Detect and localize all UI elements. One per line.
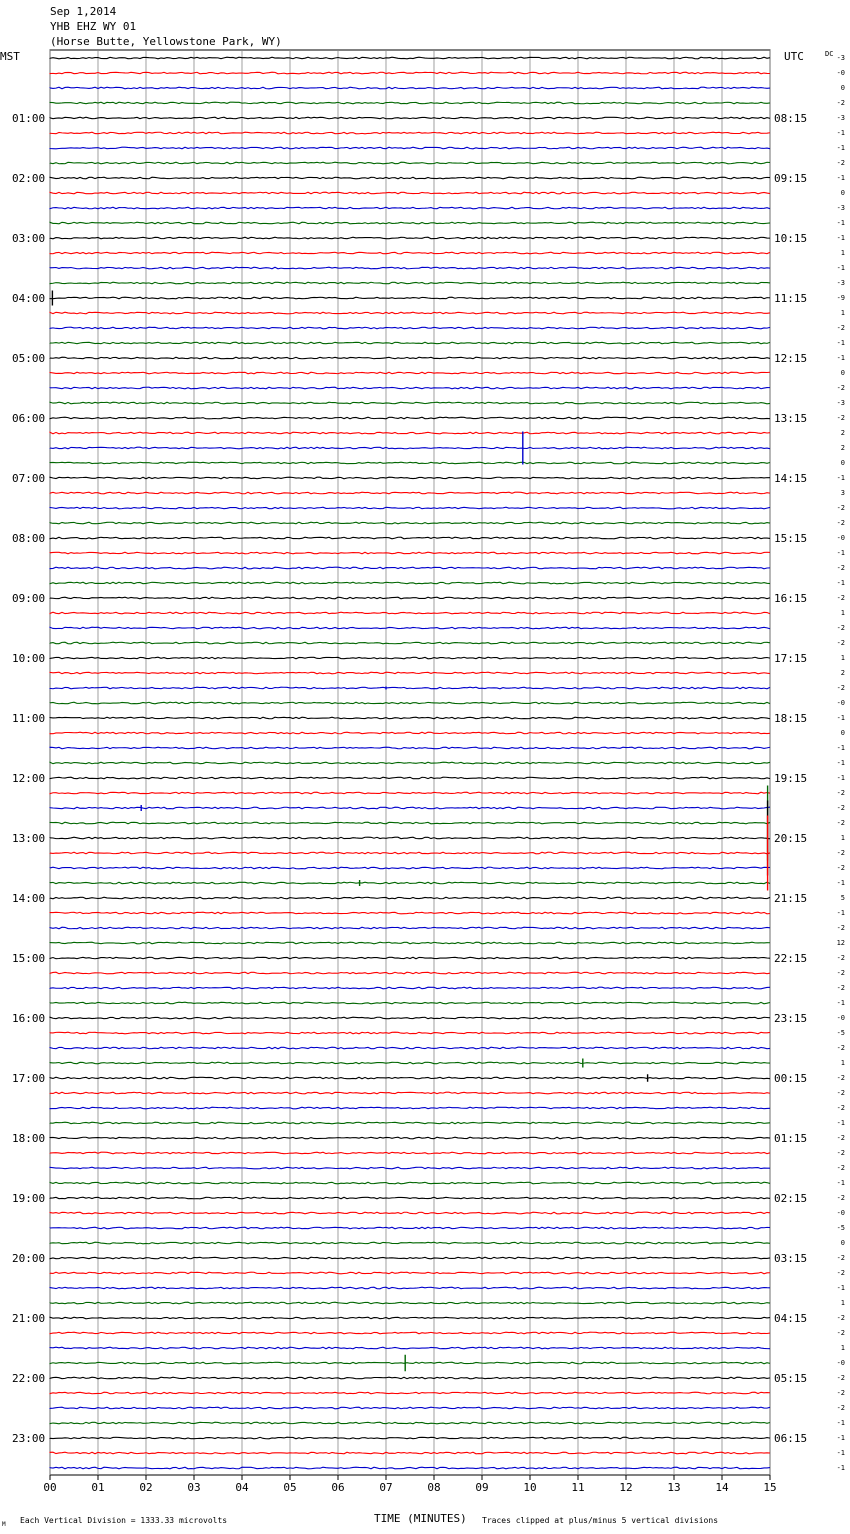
dc-offset-label: 1 <box>840 609 845 617</box>
trace-line <box>50 492 770 494</box>
trace-line <box>50 207 770 209</box>
dc-offset-label: -2 <box>836 789 845 797</box>
dc-offset-label: -0 <box>836 1209 845 1217</box>
trace-line <box>50 957 770 959</box>
trace-line <box>50 582 770 584</box>
trace-line <box>50 462 770 464</box>
dc-offset-label: -1 <box>836 879 845 887</box>
utc-hour-label: 13:15 <box>774 412 808 425</box>
dc-offset-label: -0 <box>836 534 845 542</box>
dc-offset-label: -1 <box>836 579 845 587</box>
trace-line <box>50 282 770 284</box>
dc-offset-label: -1 <box>836 234 845 242</box>
trace-line <box>50 357 770 359</box>
x-tick-label: 04 <box>235 1481 249 1494</box>
dc-offset-label: 2 <box>840 429 845 437</box>
mst-hour-label: 01:00 <box>12 112 46 125</box>
x-tick-label: 12 <box>619 1481 633 1494</box>
trace-line <box>50 57 770 59</box>
trace-line <box>50 1062 770 1064</box>
dc-offset-label: -2 <box>836 594 845 602</box>
dc-offset-label: -2 <box>836 924 845 932</box>
mst-hour-label: 22:00 <box>12 1372 46 1385</box>
dc-offset-label: -2 <box>836 1254 845 1262</box>
dc-offset-label: -1 <box>836 1284 845 1292</box>
trace-line <box>50 192 770 194</box>
scale-note: Each Vertical Division = 1333.33 microvolts <box>20 1516 228 1525</box>
utc-hour-label: 19:15 <box>774 772 808 785</box>
dc-offset-label: -2 <box>836 864 845 872</box>
trace-line <box>50 882 770 884</box>
dc-offset-label: 12 <box>836 939 845 947</box>
dc-offset-label: -2 <box>836 624 845 632</box>
trace-line <box>50 687 770 689</box>
mst-hour-label: 16:00 <box>12 1012 46 1025</box>
dc-offset-label: -0 <box>836 699 845 707</box>
dc-offset-label: -1 <box>836 339 845 347</box>
utc-hour-label: 12:15 <box>774 352 808 365</box>
header-date: Sep 1,2014 <box>50 5 117 18</box>
dc-offset-label: -1 <box>836 1119 845 1127</box>
x-axis-label: TIME (MINUTES) <box>374 1512 467 1525</box>
dc-offset-label: 1 <box>840 1344 845 1352</box>
dc-offset-label: -2 <box>836 564 845 572</box>
trace-line <box>50 927 770 929</box>
trace-line <box>50 702 770 704</box>
trace-line <box>50 1317 770 1319</box>
dc-offset-label: -5 <box>836 1224 845 1232</box>
dc-offset-label: 1 <box>840 1059 845 1067</box>
trace-line <box>50 762 770 764</box>
dc-offset-label: -2 <box>836 519 845 527</box>
mst-hour-label: 10:00 <box>12 652 46 665</box>
trace-line <box>50 852 770 854</box>
trace-line <box>50 447 770 449</box>
dc-offset-label: -1 <box>836 1179 845 1187</box>
utc-hour-label: 16:15 <box>774 592 808 605</box>
mst-hour-label: 15:00 <box>12 952 46 965</box>
trace-line <box>50 717 770 719</box>
dc-offset-label: -2 <box>836 1314 845 1322</box>
dc-offset-label: -1 <box>836 264 845 272</box>
utc-hour-label: 08:15 <box>774 112 808 125</box>
mst-hour-label: 21:00 <box>12 1312 46 1325</box>
trace-line <box>50 1347 770 1349</box>
trace-line <box>50 597 770 599</box>
trace-line <box>50 732 770 734</box>
trace-line <box>50 1422 770 1424</box>
dc-offset-label: -2 <box>836 819 845 827</box>
dc-offset-label: -2 <box>836 1404 845 1412</box>
dc-offset-label: 1 <box>840 654 845 662</box>
trace-line <box>50 822 770 824</box>
axis-labels <box>12 54 845 1494</box>
dc-offset-label: -2 <box>836 1044 845 1052</box>
trace-line <box>50 552 770 554</box>
utc-hour-label: 20:15 <box>774 832 808 845</box>
dc-offset-label: 0 <box>840 459 845 467</box>
mst-hour-label: 03:00 <box>12 232 46 245</box>
dc-offset-label: -2 <box>836 99 845 107</box>
trace-line <box>50 432 770 434</box>
trace-line <box>50 1197 770 1199</box>
x-tick-label: 11 <box>571 1481 585 1494</box>
utc-hour-label: 02:15 <box>774 1192 808 1205</box>
dc-offset-label: -2 <box>836 324 845 332</box>
clip-note: Traces clipped at plus/minus 5 vertical divisions <box>482 1516 719 1525</box>
mst-hour-label: 20:00 <box>12 1252 46 1265</box>
trace-line <box>50 312 770 314</box>
utc-hour-label: 11:15 <box>774 292 808 305</box>
utc-hour-label: 05:15 <box>774 1372 808 1385</box>
grid <box>50 50 770 1480</box>
dc-offset-label: -1 <box>836 219 845 227</box>
dc-offset-label: -2 <box>836 984 845 992</box>
trace-line <box>50 1377 770 1379</box>
dc-offset-label: -2 <box>836 1389 845 1397</box>
trace-line <box>50 237 770 239</box>
trace-line <box>50 252 770 254</box>
utc-hour-label: 01:15 <box>774 1132 808 1145</box>
trace-line <box>50 792 770 794</box>
dc-offset-label: -1 <box>836 174 845 182</box>
utc-hour-label: 15:15 <box>774 532 808 545</box>
dc-offset-label: -1 <box>836 474 845 482</box>
x-tick-label: 09 <box>475 1481 489 1494</box>
trace-line <box>50 417 770 419</box>
trace-line <box>50 162 770 164</box>
dc-offset-label: -2 <box>836 1164 845 1172</box>
trace-line <box>50 1437 770 1439</box>
mst-hour-label: 08:00 <box>12 532 46 545</box>
dc-offset-label: -2 <box>836 849 845 857</box>
x-tick-label: 08 <box>427 1481 441 1494</box>
dc-offset-label: -1 <box>836 129 845 137</box>
utc-hour-label: 17:15 <box>774 652 808 665</box>
trace-line <box>50 942 770 944</box>
trace-line <box>50 297 770 299</box>
mst-hour-label: 23:00 <box>12 1432 46 1445</box>
utc-hour-label: 06:15 <box>774 1432 808 1445</box>
utc-axis-label: UTC <box>784 50 804 63</box>
dc-offset-label: -1 <box>836 354 845 362</box>
dc-offset-label: -2 <box>836 1194 845 1202</box>
trace-line <box>50 1257 770 1259</box>
trace-line <box>50 987 770 989</box>
trace-line <box>50 1212 770 1214</box>
x-tick-label: 10 <box>523 1481 537 1494</box>
x-tick-label: 02 <box>139 1481 153 1494</box>
dc-offset-label: -9 <box>836 294 845 302</box>
trace-line <box>50 777 770 779</box>
dc-offset-label: -0 <box>836 1359 845 1367</box>
trace-line <box>50 327 770 329</box>
trace-line <box>50 897 770 899</box>
trace-line <box>50 1302 770 1304</box>
dc-offset-label: -2 <box>836 414 845 422</box>
trace-line <box>50 522 770 524</box>
trace-line <box>50 402 770 404</box>
dc-offset-label: -2 <box>836 384 845 392</box>
trace-line <box>50 612 770 614</box>
dc-offset-label: -1 <box>836 999 845 1007</box>
dc-offset-label: -1 <box>836 1419 845 1427</box>
trace-line <box>50 87 770 89</box>
dc-offset-label: 1 <box>840 1299 845 1307</box>
trace-line <box>50 1287 770 1289</box>
trace-line <box>50 372 770 374</box>
dc-offset-label: -2 <box>836 954 845 962</box>
dc-offset-label: -3 <box>836 279 845 287</box>
trace-line <box>50 1077 770 1079</box>
dc-offset-label: -5 <box>836 1029 845 1037</box>
dc-offset-label: 0 <box>840 189 845 197</box>
mst-hour-label: 04:00 <box>12 292 46 305</box>
trace-line <box>50 567 770 569</box>
dc-offset-label: -3 <box>836 114 845 122</box>
trace-line <box>50 807 770 809</box>
trace-line <box>50 1002 770 1004</box>
trace-line <box>50 1242 770 1244</box>
trace-line <box>50 1047 770 1049</box>
trace-line <box>50 342 770 344</box>
dc-offset-label: -1 <box>836 1449 845 1457</box>
x-tick-label: 01 <box>91 1481 105 1494</box>
mst-hour-label: 18:00 <box>12 1132 46 1145</box>
dc-offset-label: -2 <box>836 684 845 692</box>
dc-offset-label: 0 <box>840 84 845 92</box>
utc-hour-label: 18:15 <box>774 712 808 725</box>
trace-line <box>50 132 770 134</box>
mst-hour-label: 14:00 <box>12 892 46 905</box>
mst-hour-label: 09:00 <box>12 592 46 605</box>
traces <box>50 57 770 1469</box>
trace-line <box>50 1107 770 1109</box>
utc-hour-label: 03:15 <box>774 1252 808 1265</box>
trace-line <box>50 837 770 839</box>
mst-hour-label: 11:00 <box>12 712 46 725</box>
dc-offset-label: -2 <box>836 804 845 812</box>
utc-hour-label: 00:15 <box>774 1072 808 1085</box>
mst-hour-label: 05:00 <box>12 352 46 365</box>
x-tick-label: 00 <box>43 1481 57 1494</box>
trace-line <box>50 102 770 104</box>
dc-offset-label: 2 <box>840 444 845 452</box>
trace-line <box>50 1017 770 1019</box>
dc-offset-label: 0 <box>840 729 845 737</box>
mst-hour-label: 02:00 <box>12 172 46 185</box>
x-tick-label: 06 <box>331 1481 345 1494</box>
trace-line <box>50 1362 770 1364</box>
trace-line <box>50 867 770 869</box>
dc-offset-label: -2 <box>836 504 845 512</box>
trace-line <box>50 1467 770 1469</box>
x-tick-label: 07 <box>379 1481 393 1494</box>
mst-hour-label: 19:00 <box>12 1192 46 1205</box>
trace-line <box>50 387 770 389</box>
x-tick-label: 03 <box>187 1481 201 1494</box>
dc-offset-label: -2 <box>836 1104 845 1112</box>
dc-offset-label: -0 <box>836 1014 845 1022</box>
trace-line <box>50 1032 770 1034</box>
utc-hour-label: 22:15 <box>774 952 808 965</box>
dc-offset-label: -2 <box>836 639 845 647</box>
trace-line <box>50 657 770 659</box>
trace-line <box>50 1092 770 1094</box>
dc-offset-label: -0 <box>836 69 845 77</box>
trace-line <box>50 1392 770 1394</box>
header-location: (Horse Butte, Yellowstone Park, WY) <box>50 35 282 48</box>
trace-line <box>50 747 770 749</box>
trace-line <box>50 912 770 914</box>
mst-axis-label: MST <box>0 50 20 63</box>
trace-line <box>50 222 770 224</box>
trace-line <box>50 627 770 629</box>
event-spikes <box>52 291 767 1372</box>
dc-offset-label: -2 <box>836 1269 845 1277</box>
dc-offset-label: -1 <box>836 759 845 767</box>
dc-offset-label: 5 <box>840 894 845 902</box>
trace-line <box>50 1167 770 1169</box>
utc-hour-label: 21:15 <box>774 892 808 905</box>
mst-hour-label: 17:00 <box>12 1072 46 1085</box>
mst-hour-label: 13:00 <box>12 832 46 845</box>
dc-offset-label: -2 <box>836 1149 845 1157</box>
trace-line <box>50 972 770 974</box>
dc-offset-label: -1 <box>836 909 845 917</box>
dc-offset-label: 3 <box>840 489 845 497</box>
corner-mark: M <box>2 1521 6 1528</box>
dc-offset-label: -3 <box>836 204 845 212</box>
dc-offset-label: -2 <box>836 1074 845 1082</box>
dc-offset-label: -3 <box>836 54 845 62</box>
dc-offset-label: -1 <box>836 144 845 152</box>
dc-offset-label: 2 <box>840 669 845 677</box>
utc-hour-label: 23:15 <box>774 1012 808 1025</box>
dc-offset-label: -1 <box>836 549 845 557</box>
dc-offset-label: 1 <box>840 309 845 317</box>
dc-offset-label: -3 <box>836 399 845 407</box>
dc-offset-label: 1 <box>840 249 845 257</box>
dc-offset-label: -2 <box>836 1374 845 1382</box>
dc-offset-label: -2 <box>836 1089 845 1097</box>
trace-line <box>50 477 770 479</box>
header-station: YHB EHZ WY 01 <box>50 20 137 33</box>
trace-line <box>50 147 770 149</box>
trace-line <box>50 537 770 539</box>
trace-line <box>50 117 770 119</box>
dc-offset-label: -1 <box>836 744 845 752</box>
trace-line <box>50 1272 770 1274</box>
trace-line <box>50 1407 770 1409</box>
x-tick-label: 15 <box>763 1481 777 1494</box>
mst-hour-label: 07:00 <box>12 472 46 485</box>
trace-line <box>50 507 770 509</box>
x-tick-label: 13 <box>667 1481 681 1494</box>
utc-hour-label: 14:15 <box>774 472 808 485</box>
utc-hour-label: 04:15 <box>774 1312 808 1325</box>
dc-offset-label: -2 <box>836 159 845 167</box>
trace-line <box>50 1332 770 1334</box>
dc-offset-label: -1 <box>836 714 845 722</box>
trace-line <box>50 1227 770 1229</box>
dc-offset-label: 0 <box>840 1239 845 1247</box>
dc-offset-label: -2 <box>836 1329 845 1337</box>
dc-offset-label: -2 <box>836 1134 845 1142</box>
utc-hour-label: 09:15 <box>774 172 808 185</box>
dc-offset-label: 1 <box>840 834 845 842</box>
trace-line <box>50 1152 770 1154</box>
x-tick-label: 14 <box>715 1481 729 1494</box>
dc-label: DC <box>825 50 834 58</box>
trace-line <box>50 177 770 179</box>
trace-line <box>50 72 770 74</box>
dc-offset-label: -1 <box>836 774 845 782</box>
dc-offset-label: -2 <box>836 969 845 977</box>
dc-offset-label: -1 <box>836 1434 845 1442</box>
trace-line <box>50 1137 770 1139</box>
mst-hour-label: 12:00 <box>12 772 46 785</box>
trace-line <box>50 642 770 644</box>
trace-line <box>50 672 770 674</box>
x-tick-label: 05 <box>283 1481 297 1494</box>
mst-hour-label: 06:00 <box>12 412 46 425</box>
utc-hour-label: 10:15 <box>774 232 808 245</box>
trace-line <box>50 1452 770 1454</box>
trace-line <box>50 267 770 269</box>
dc-offset-label: -1 <box>836 1464 845 1472</box>
trace-line <box>50 1122 770 1124</box>
trace-line <box>50 1182 770 1184</box>
dc-offset-label: 0 <box>840 369 845 377</box>
